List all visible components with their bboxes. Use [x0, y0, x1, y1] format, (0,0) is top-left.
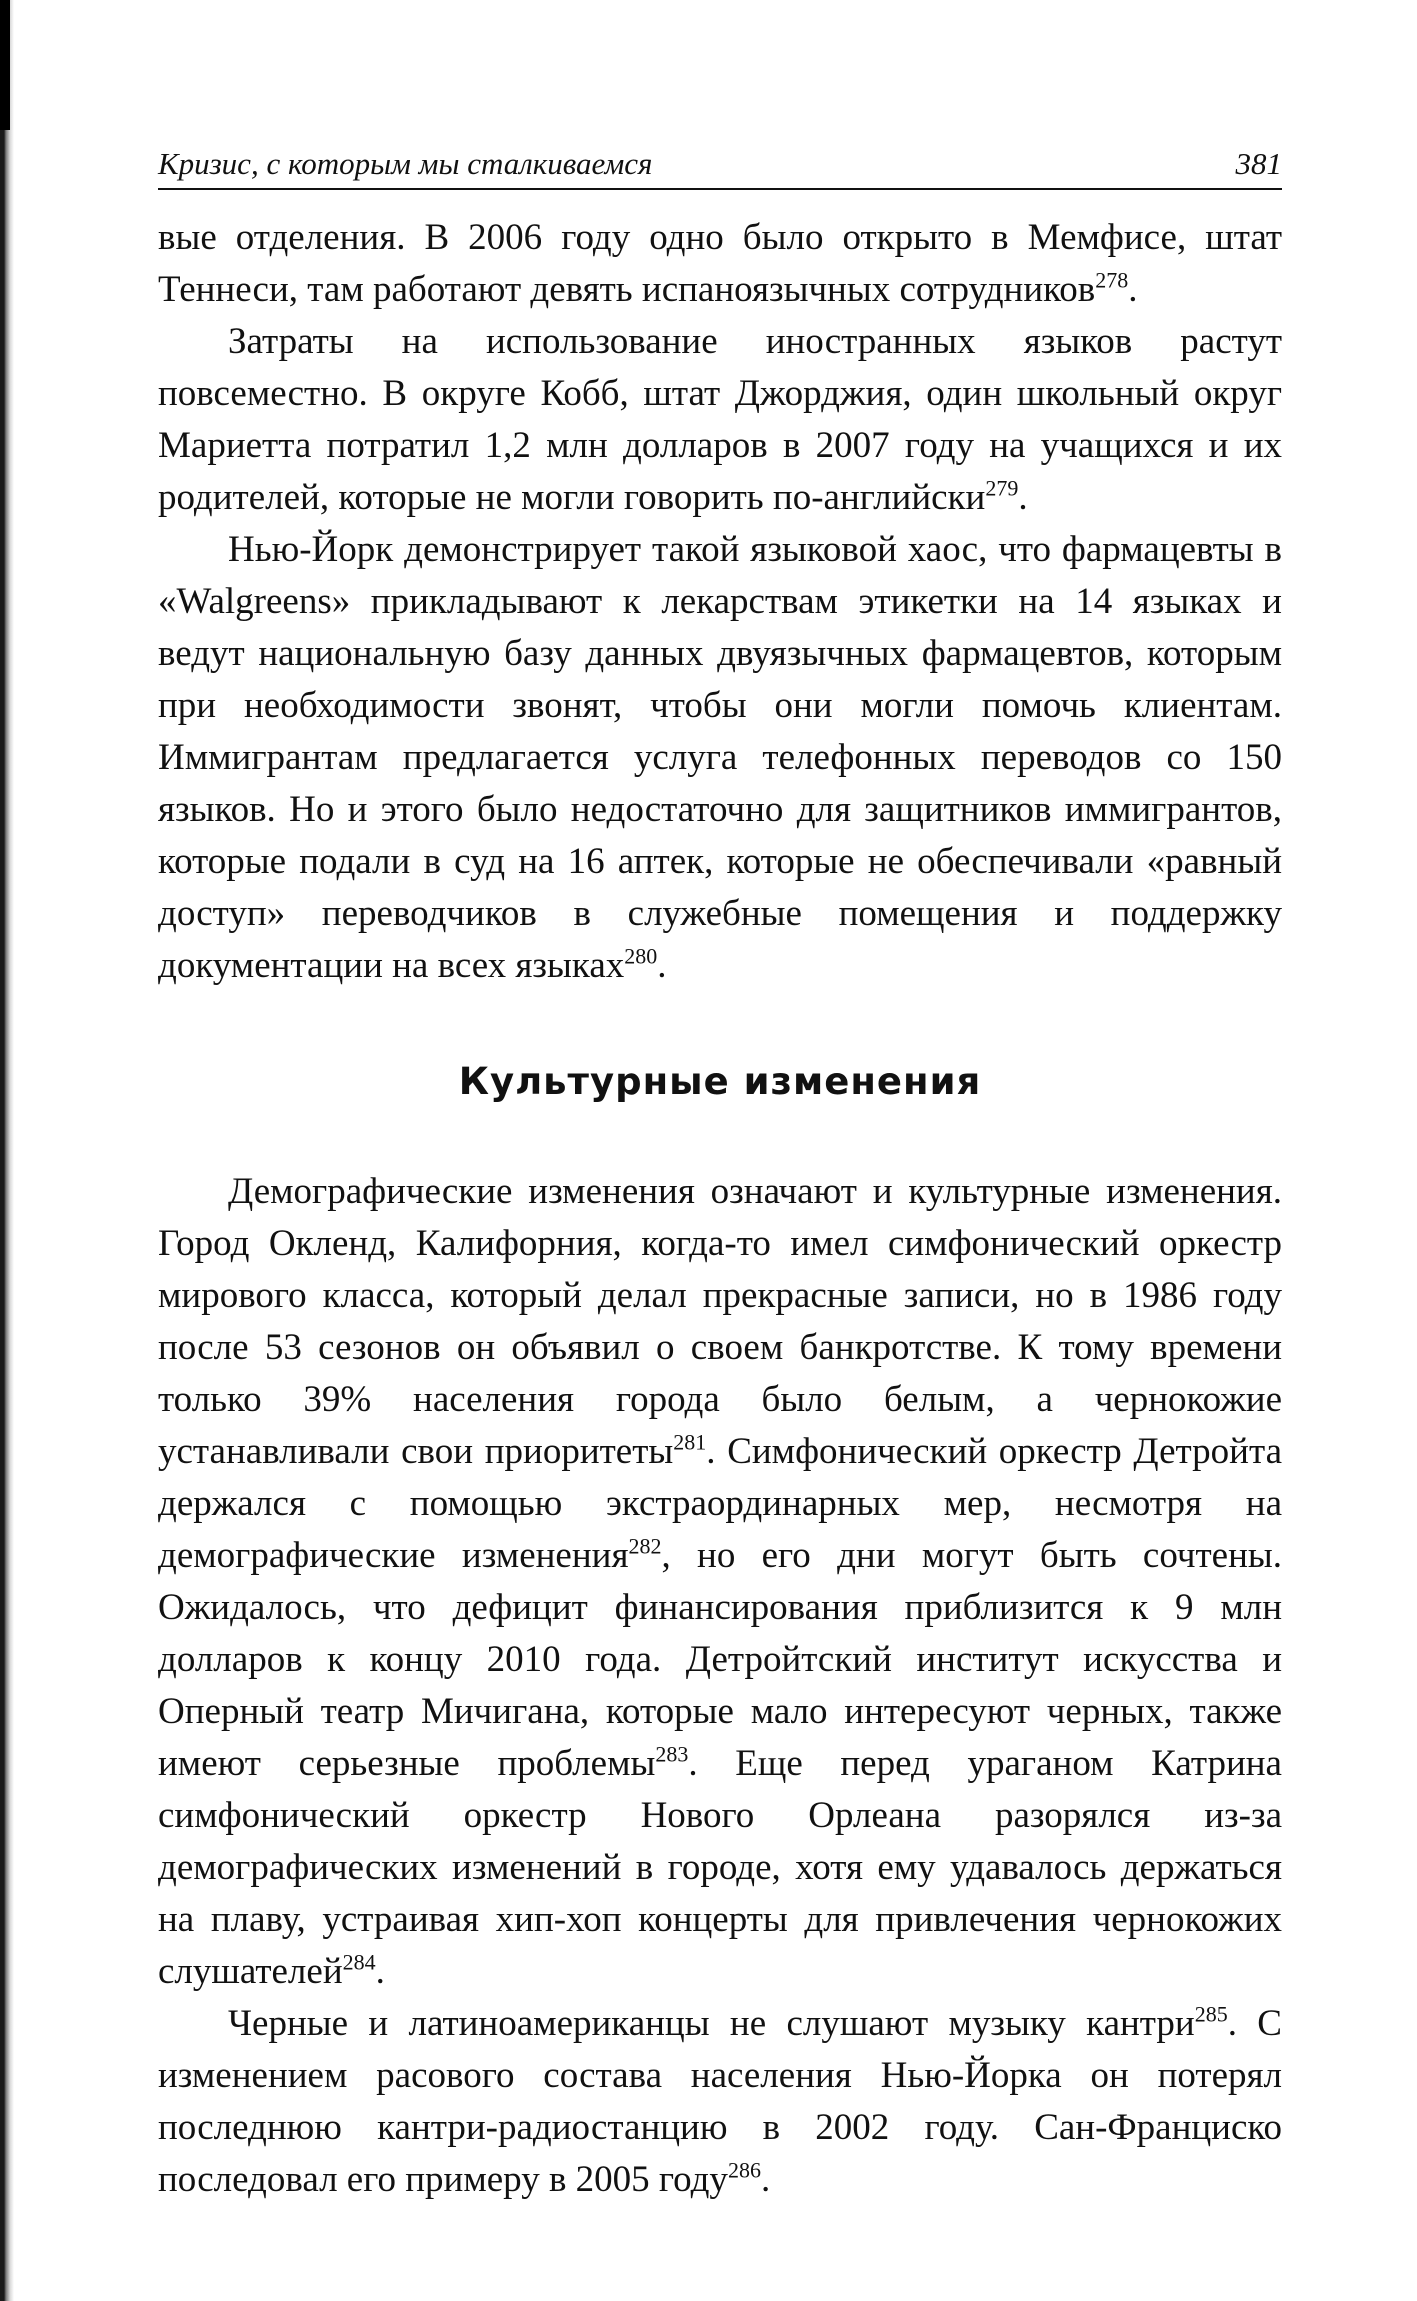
body-text: [158, 212, 1282, 2206]
paragraph-end: .: [657, 945, 667, 986]
footnote-ref: 282: [628, 1533, 662, 1559]
footnote-ref: 284: [342, 1949, 376, 1975]
paragraph-country-music: [158, 1998, 1282, 2206]
section-heading: Культурные изменения: [458, 1060, 982, 1103]
paragraph-new-york: [158, 524, 1282, 992]
footnote-ref: 281: [673, 1429, 707, 1455]
footnote-ref: 278: [1095, 267, 1129, 293]
paragraph-text: вые отделения. В 2006 году одно было открыто в Мемфисе, штат Теннеси, там работают девять испаноязычных сотрудников: [158, 217, 1282, 310]
running-title: Кризис, с которым мы сталкиваемся: [158, 146, 653, 181]
page-number: 381: [1235, 146, 1282, 181]
footnote-ref: 286: [727, 2157, 761, 2183]
running-header: [158, 140, 1282, 190]
paragraph-text: Черные и латиноамериканцы не слушают музыку кантри: [228, 2003, 1195, 2044]
paragraph-cultural-changes: [158, 1166, 1282, 1998]
footnote-ref: 285: [1194, 2001, 1228, 2027]
paragraph-text: . Симфонический оркестр Детройта держался с помощью экстраординарных мер, несмотря на демографические изменения: [158, 1431, 1282, 1576]
footnote-ref: 279: [985, 475, 1019, 501]
scan-edge-shadow: [0, 0, 14, 2301]
paragraph-text: . Еще перед ураганом Катрина симфонический оркестр Нового Орлеана разорялся из-за демографических изменений в городе, хотя ему удавалось держаться на плаву, устраивая хип-хоп концерты для привлечения чернокожих слушателей: [158, 1743, 1282, 1992]
footnote-ref: 280: [624, 943, 658, 969]
paragraph-end: .: [760, 2159, 771, 2200]
paragraph-language-costs: [158, 316, 1282, 524]
paragraph-text: Затраты на использование иностранных языков растут повсеместно. В округе Кобб, штат Джорджия, один школьный округ Мариетта потратил 1,2 млн долларов в 2007 году на учащихся и их родителей, которые не могли говорить по-английски: [158, 321, 1282, 518]
paragraph-text: . С изменением расового состава населения Нью-Йорка он потерял последнюю кантри-радиостанцию в 2002 году. Сан-Франциско последовал его примеру в 2005 году: [158, 2003, 1282, 2200]
footnote-ref: 283: [655, 1741, 689, 1767]
paragraph-end: .: [375, 1951, 385, 1992]
paragraph-end: .: [1018, 477, 1028, 518]
paragraph-text: Нью-Йорк демонстрирует такой языковой хаос, что фармацевты в «Walgreens» прикладывают к лекарствам этикетки на 14 языках и ведут национальную базу данных двуязычных фармацевтов, которым при необходимости звонят, чтобы они могли помочь клиентам. Иммигрантам предлагается услуга телефонных переводов со 150 языков. Но и этого было недостаточно для защитников иммигрантов, которые подали в суд на 16 аптек, которые не обеспечивали «равный доступ» переводчиков в служебные помещения и поддержку документации на всех языках: [158, 529, 1282, 986]
paragraph-text: , но его дни могут быть сочтены. Ожидалось, что дефицит финансирования приблизится к 9 млн долларов к концу 2010 года. Детройтский институт искусства и Оперный театр Мичигана, которые мало интересуют черных, также имеют серьезные проблемы: [158, 1535, 1282, 1784]
book-page: [158, 140, 1282, 2206]
paragraph-text: Демографические изменения означают и культурные изменения. Город Окленд, Калифорния, когда-то имел симфонический оркестр мирового класса, который делал прекрасные записи, но в 1986 году после 53 сезонов он объявил о своем банкротстве. К тому времени только 39% населения города было белым, а чернокожие устанавливали свои приоритеты: [158, 1171, 1282, 1472]
paragraph-end: .: [1128, 269, 1138, 310]
paragraph-continued: [158, 212, 1282, 316]
scan-edge-mark: [0, 0, 10, 130]
